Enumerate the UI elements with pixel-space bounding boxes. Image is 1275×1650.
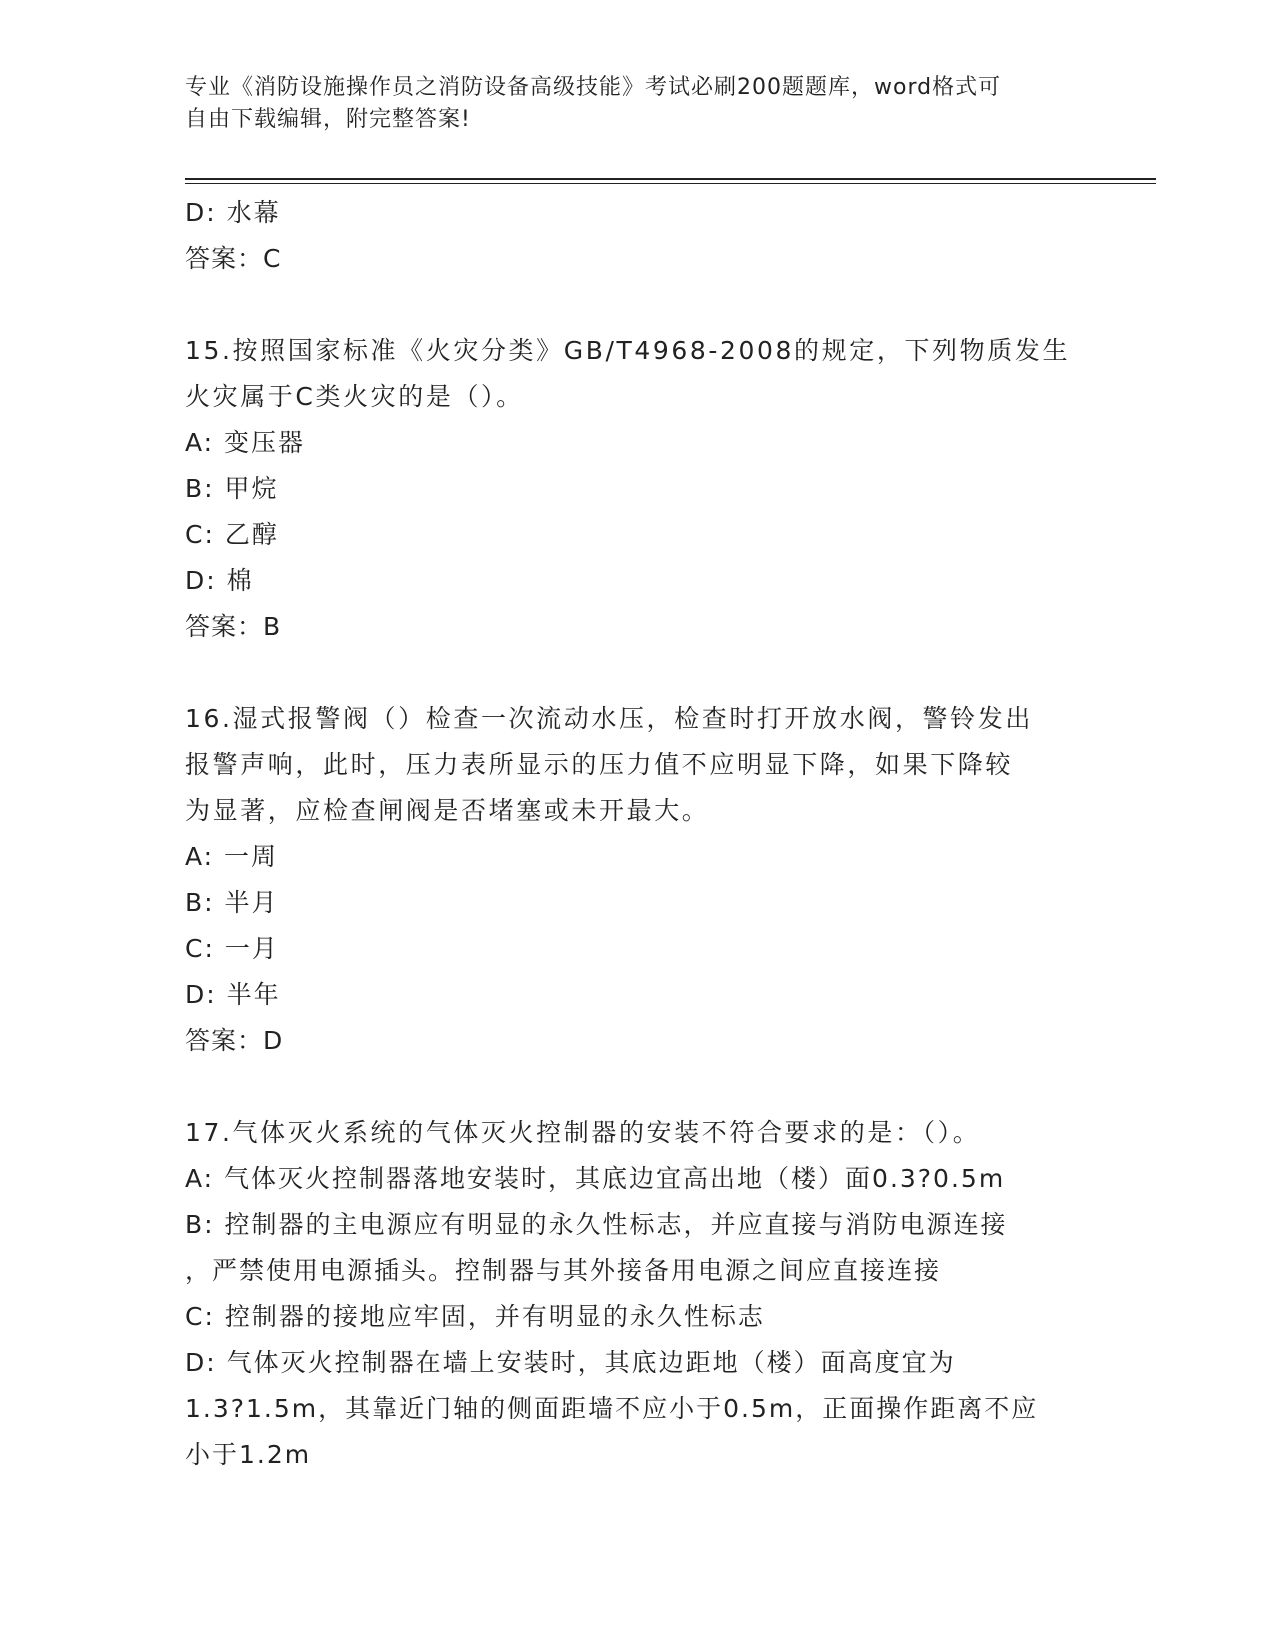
header-line-1: 专业《消防设施操作员之消防设备高级技能》考试必刷200题题库，word格式可 — [185, 75, 1002, 100]
question-stem: 17.气体灭火系统的气体灭火控制器的安装不符合要求的是：（）。 — [185, 1118, 981, 1147]
question-15 — [185, 328, 1085, 650]
document-header — [185, 72, 1085, 136]
option-b: B: 甲烷 — [185, 474, 279, 503]
answer: 答案：B — [185, 612, 282, 641]
option-d-continued: 1.3?1.5m，其靠近门轴的侧面距墙不应小于0.5m，正面操作距离不应 — [185, 1394, 1039, 1423]
option-c: C: 控制器的接地应牢固，并有明显的永久性标志 — [185, 1302, 765, 1331]
option-a: A: 变压器 — [185, 428, 306, 457]
answer: 答案：D — [185, 1026, 284, 1055]
option-b-continued: ，严禁使用电源插头。控制器与其外接备用电源之间应直接连接 — [185, 1256, 942, 1285]
question-stem: 16.湿式报警阀（）检查一次流动水压，检查时打开放水阀，警铃发出 — [185, 704, 1033, 733]
option-a: A: 气体灭火控制器落地安装时，其底边宜高出地（楼）面0.3?0.5m — [185, 1164, 1006, 1193]
question-stem: 15.按照国家标准《火灾分类》GB/T4968-2008的规定，下列物质发生 — [185, 336, 1071, 365]
option-b: B: 半月 — [185, 888, 279, 917]
header-line-2: 自由下载编辑，附完整答案! — [185, 107, 471, 132]
option-d: D: 棉 — [185, 566, 254, 595]
option-b: B: 控制器的主电源应有明显的永久性标志，并应直接与消防电源连接 — [185, 1210, 1008, 1239]
answer: 答案：C — [185, 244, 282, 273]
option-d: D: 气体灭火控制器在墙上安装时，其底边距地（楼）面高度宜为 — [185, 1348, 956, 1377]
prev-question — [185, 190, 1085, 282]
question-17 — [185, 1110, 1085, 1478]
header-rule-thin — [185, 183, 1156, 184]
question-stem: 报警声响，此时，压力表所显示的压力值不应明显下降，如果下降较 — [185, 750, 1014, 779]
question-content — [185, 190, 1085, 1478]
question-16 — [185, 696, 1085, 1064]
option-d-continued: 小于1.2m — [185, 1440, 312, 1469]
question-stem: 火灾属于C类火灾的是（）。 — [185, 382, 524, 411]
header-rule-thick — [185, 178, 1156, 180]
option-d: D: 半年 — [185, 980, 281, 1009]
option-a: A: 一周 — [185, 842, 279, 871]
option-c: C: 一月 — [185, 934, 279, 963]
option-c: C: 乙醇 — [185, 520, 279, 549]
question-stem: 为显著，应检查闸阀是否堵塞或未开最大。 — [185, 796, 710, 825]
option-d: D: 水幕 — [185, 198, 281, 227]
